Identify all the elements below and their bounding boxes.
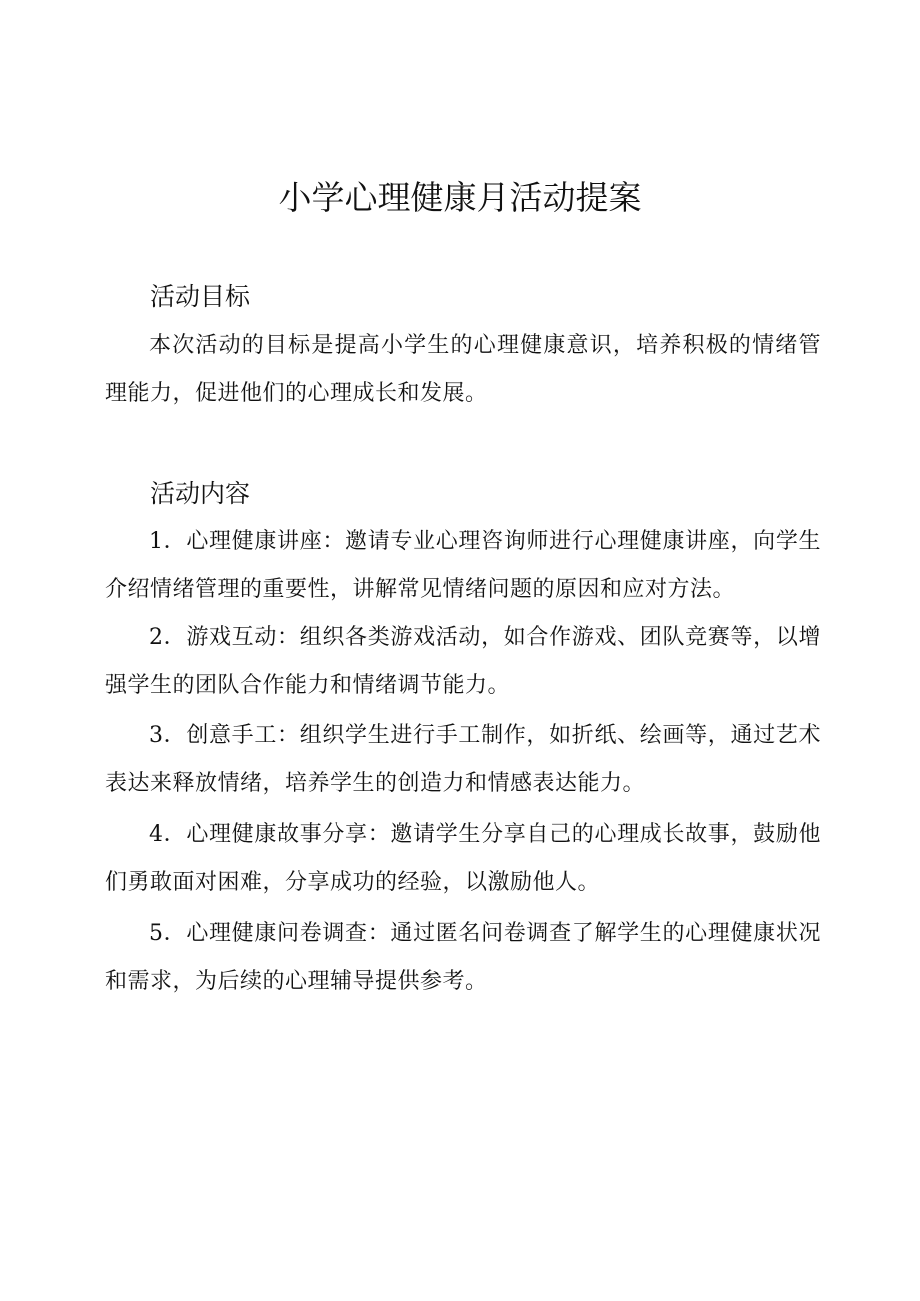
content-item-1: 1．心理健康讲座：邀请专业心理咨询师进行心理健康讲座，向学生介绍情绪管理的重要性，讲解常见情绪问题的原因和应对方法。 <box>105 529 821 602</box>
goals-paragraph: 本次活动的目标是提高小学生的心理健康意识，培养积极的情绪管理能力，促进他们的心理成长和发展。 <box>105 333 821 406</box>
content-item-2: 2．游戏互动：组织各类游戏活动，如合作游戏、团队竞赛等，以增强学生的团队合作能力和情绪调节能力。 <box>105 625 821 698</box>
document-title: 小学心理健康月活动提案 <box>278 178 642 217</box>
content-item-4: 4．心理健康故事分享：邀请学生分享自己的心理成长故事，鼓励他们勇敢面对困难，分享成功的经验，以激励他人。 <box>105 822 821 895</box>
section-heading-goals: 活动目标 <box>150 282 251 311</box>
section-heading-content: 活动内容 <box>150 479 251 508</box>
content-item-5: 5．心理健康问卷调查：通过匿名问卷调查了解学生的心理健康状况和需求，为后续的心理辅导提供参考。 <box>105 921 821 994</box>
content-item-3: 3．创意手工：组织学生进行手工制作，如折纸、绘画等，通过艺术表达来释放情绪，培养学生的创造力和情感表达能力。 <box>105 723 821 796</box>
